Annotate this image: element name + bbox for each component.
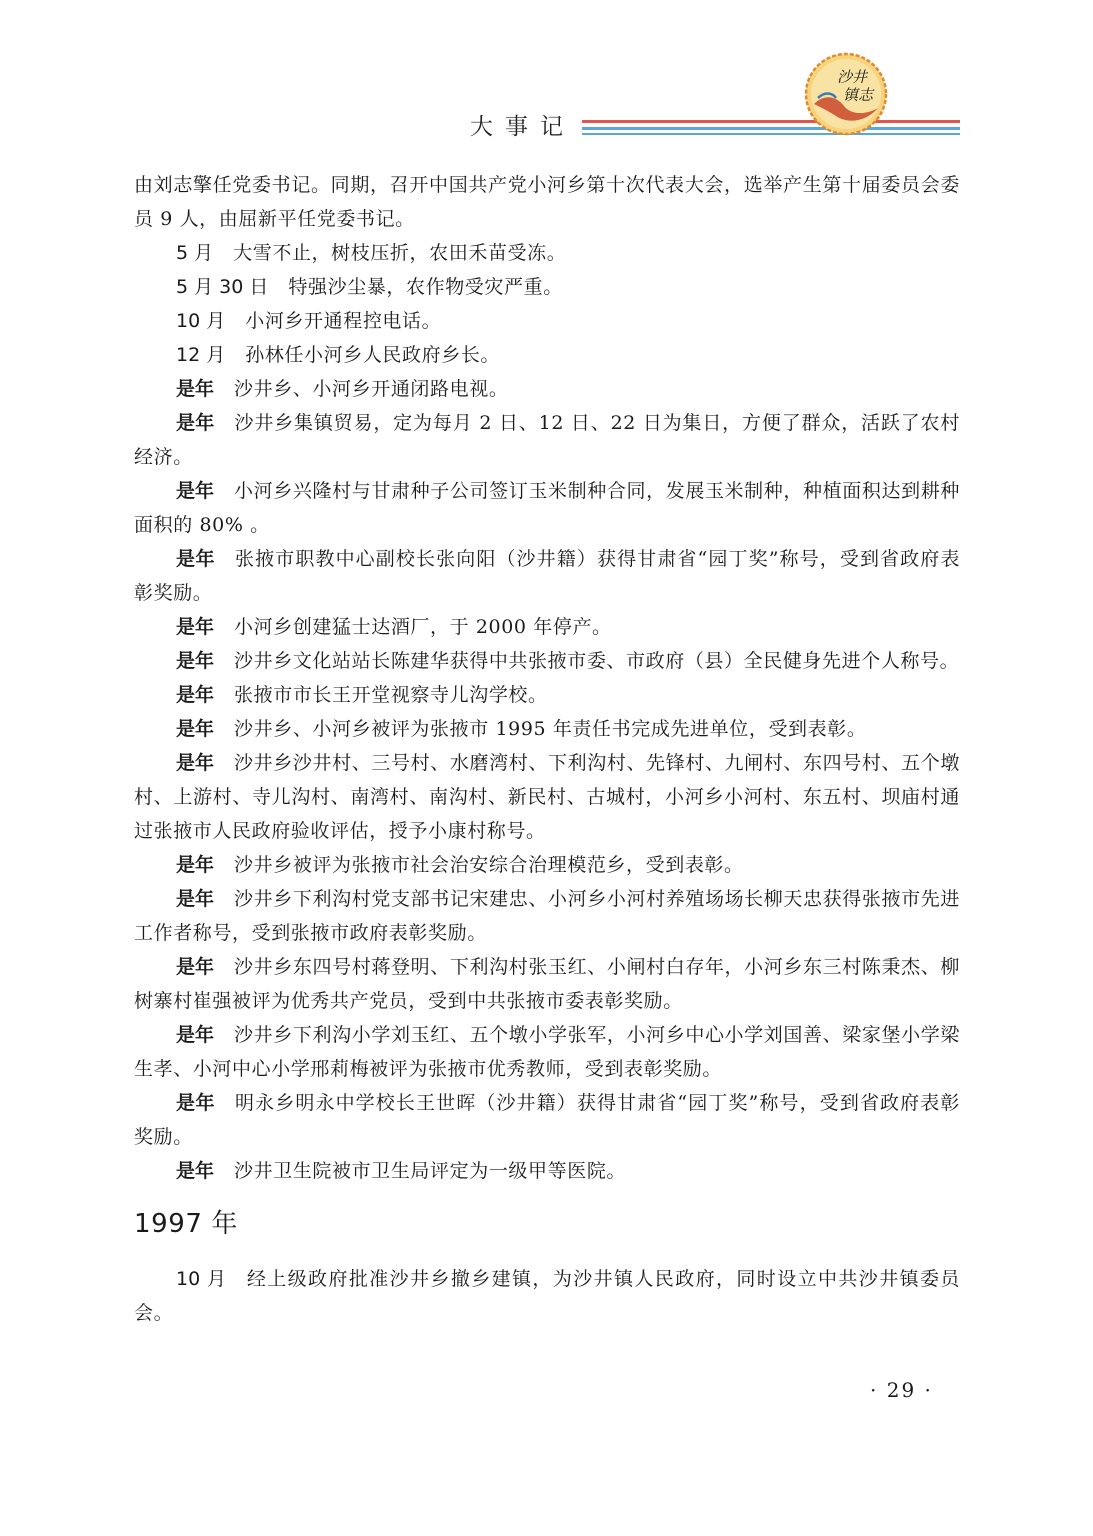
- entry-date-label: 是年: [176, 854, 215, 876]
- entry-text: 沙井乡、小河乡被评为张掖市 1995 年责任书完成先进单位，受到表彰。: [234, 718, 867, 740]
- entry-date-label: 是年: [176, 718, 215, 740]
- chronicle-entry: [134, 1086, 960, 1154]
- chronicle-entry: [134, 542, 960, 610]
- chronicle-entry: [134, 406, 960, 474]
- entry-text: 沙井乡、小河乡开通闭路电视。: [234, 378, 509, 400]
- entry-date-label: 是年: [176, 378, 215, 400]
- chronicle-entry: [134, 474, 960, 542]
- entry-text: 孙林任小河乡人民政府乡长。: [245, 344, 501, 366]
- entry-date-label: 10 月: [176, 310, 226, 332]
- entry-date-label: 是年: [176, 548, 216, 570]
- entry-text: 沙井乡集镇贸易，定为每月 2 日、12 日、22 日为集日，方便了群众，活跃了农村经济。: [134, 412, 960, 468]
- entry-text: 沙井乡文化站站长陈建华获得中共张掖市委、市政府（县）全民健身先进个人称号。: [234, 650, 960, 672]
- chronicle-entry: [134, 168, 960, 236]
- entry-text: 经上级政府批准沙井乡撤乡建镇，为沙井镇人民政府，同时设立中共沙井镇委员会。: [134, 1268, 960, 1324]
- entry-date-label: 12 月: [176, 344, 226, 366]
- chronicle-content: [134, 168, 960, 1330]
- chronicle-entry: [134, 270, 960, 304]
- chronicle-entry: [134, 1018, 960, 1086]
- entry-text: 沙井乡沙井村、三号村、水磨湾村、下利沟村、先锋村、九闸村、东四号村、五个墩村、上游村、寺儿沟村、南湾村、南沟村、新民村、古城村，小河乡小河村、东五村、坝庙村通过张掖市人民政府验收评估，授予小康村称号。: [134, 752, 960, 842]
- entry-text: 沙井乡下利沟村党支部书记宋建忠、小河乡小河村养殖场场长柳天忠获得张掖市先进工作者称号，受到张掖市政府表彰奖励。: [134, 888, 960, 944]
- chronicle-entry: [134, 882, 960, 950]
- entry-text: 小河乡兴隆村与甘肃种子公司签订玉米制种合同，发展玉米制种，种植面积达到耕种面积的 80% 。: [134, 480, 960, 536]
- entry-date-label: 5 月 30 日: [176, 276, 269, 298]
- entry-date-label: 是年: [176, 752, 215, 774]
- entry-date-label: 是年: [176, 684, 215, 706]
- entry-date-label: 是年: [176, 616, 215, 638]
- town-chronicle-logo: [804, 52, 888, 136]
- entry-date-label: 是年: [176, 480, 215, 502]
- chronicle-entry: [134, 372, 960, 406]
- entry-text: 明永乡明永中学校长王世晖（沙井籍）获得甘肃省“园丁奖”称号，受到省政府表彰奖励。: [134, 1092, 960, 1148]
- chronicle-entry: [134, 236, 960, 270]
- header-rule-blue: [582, 127, 960, 130]
- section-title: 大事记: [470, 114, 575, 140]
- entry-text: 沙井乡被评为张掖市社会治安综合治理模范乡，受到表彰。: [234, 854, 744, 876]
- entry-date-label: 是年: [176, 650, 215, 672]
- entry-text: 沙井卫生院被市卫生局评定为一级甲等医院。: [234, 1160, 627, 1182]
- chronicle-entry: [134, 1154, 960, 1188]
- entry-date-label: 5 月: [176, 242, 214, 264]
- chronicle-entry: [134, 746, 960, 848]
- year-heading: 1997 年: [134, 1209, 239, 1239]
- chronicle-entry: [134, 848, 960, 882]
- entry-text: 张掖市市长王开堂视察寺儿沟学校。: [234, 684, 548, 706]
- svg-text:镇志: 镇志: [842, 86, 874, 104]
- entry-text: 小河乡创建猛士达酒厂，于 2000 年停产。: [234, 616, 612, 638]
- chronicle-entry: [134, 304, 960, 338]
- entry-text: 张掖市职教中心副校长张向阳（沙井籍）获得甘肃省“园丁奖”称号，受到省政府表彰奖励。: [134, 548, 960, 604]
- svg-text:沙井: 沙井: [836, 68, 868, 86]
- entry-date-label: 是年: [176, 1092, 216, 1114]
- page-number: · 29 ·: [870, 1378, 933, 1402]
- chronicle-entry: [134, 644, 960, 678]
- chronicle-entry: [134, 1262, 960, 1330]
- chronicle-entry: [134, 678, 960, 712]
- chronicle-entry: [134, 712, 960, 746]
- entry-date-label: 是年: [176, 1024, 215, 1046]
- entry-text: 沙井乡东四号村蒋登明、下利沟村张玉红、小闸村白存年，小河乡东三村陈秉杰、柳树寨村崔强被评为优秀共产党员，受到中共张掖市委表彰奖励。: [134, 956, 960, 1012]
- chronicle-entry: [134, 610, 960, 644]
- entry-date-label: 是年: [176, 1160, 215, 1182]
- entry-date-label: 是年: [176, 888, 215, 910]
- chronicle-entry: [134, 338, 960, 372]
- entry-text: 小河乡开通程控电话。: [245, 310, 442, 332]
- entry-date-label: 10 月: [176, 1268, 227, 1290]
- entry-text: 沙井乡下利沟小学刘玉红、五个墩小学张军，小河乡中心小学刘国善、梁家堡小学梁生孝、小河中心小学邢莉梅被评为张掖市优秀教师，受到表彰奖励。: [134, 1024, 960, 1080]
- header-rule-red: [582, 120, 960, 123]
- entry-date-label: 是年: [176, 956, 215, 978]
- chronicle-entry: [134, 950, 960, 1018]
- header-rule-blue-thin: [582, 133, 960, 135]
- entry-text: 大雪不止，树枝压折，农田禾苗受冻。: [233, 242, 567, 264]
- entry-text: 由刘志擎任党委书记。同期，召开中国共产党小河乡第十次代表大会，选举产生第十届委员会委员 9 人，由屈新平任党委书记。: [134, 174, 960, 230]
- entry-date-label: 是年: [176, 412, 215, 434]
- entry-text: 特强沙尘暴，农作物受灾严重。: [288, 276, 563, 298]
